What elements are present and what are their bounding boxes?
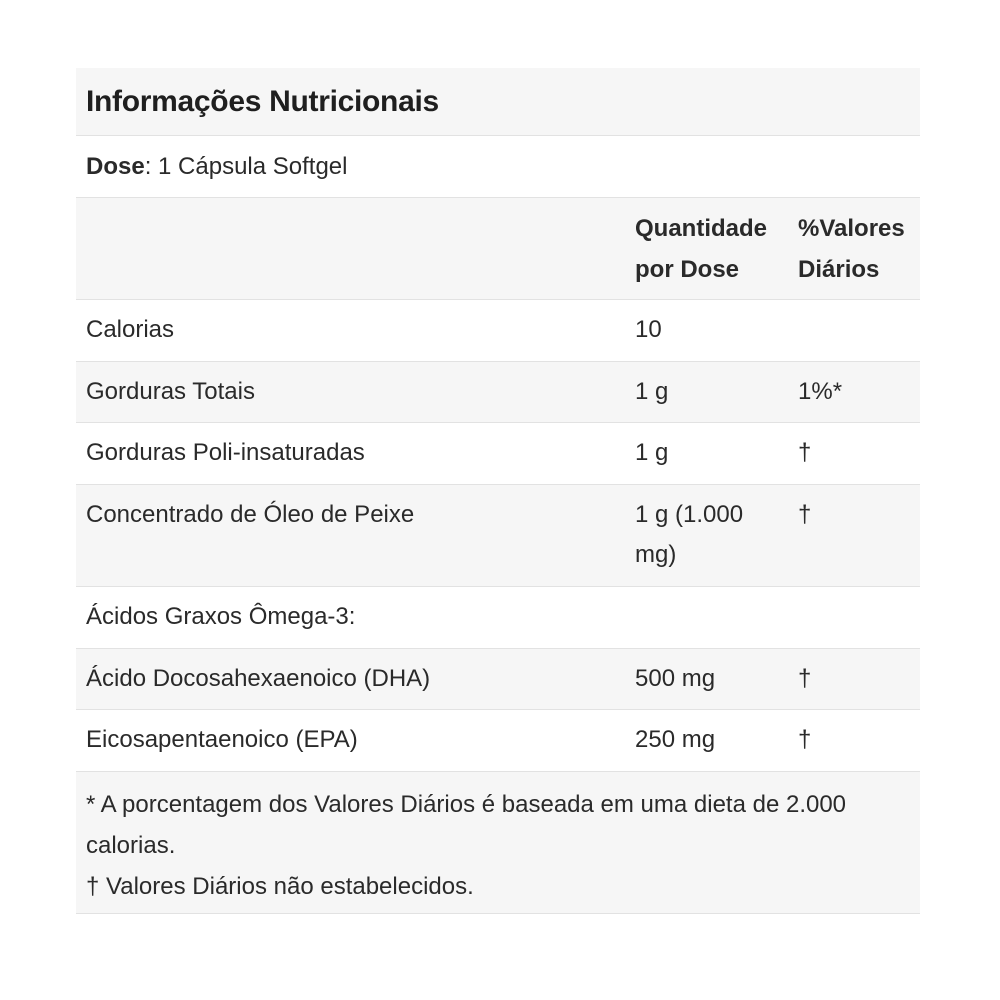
nutrient-quantity: 1 g	[635, 439, 669, 466]
nutrient-daily-value: †	[798, 726, 812, 753]
nutrient-daily-value: †	[798, 439, 812, 466]
nutrient-name: Calorias	[86, 316, 175, 343]
table-row	[76, 710, 920, 772]
table-footnotes	[76, 772, 920, 914]
column-header-quantity: Quantidade por Dose	[635, 215, 768, 283]
nutrient-daily-value: †	[798, 665, 812, 692]
page-title: Informações Nutricionais	[86, 84, 439, 118]
nutrient-name: Ácidos Graxos Ômega-3:	[86, 603, 356, 630]
nutrient-quantity: 1 g	[635, 378, 669, 405]
footnote-dagger: † Valores Diários não estabelecidos.	[86, 873, 474, 900]
nutrient-quantity: 10	[635, 316, 662, 343]
nutrition-facts-table	[76, 68, 920, 914]
footnote-asterisk: * A porcentagem dos Valores Diários é baseada em uma dieta de 2.000 calorias.	[86, 791, 847, 859]
table-row	[76, 587, 920, 649]
nutrient-name: Eicosapentaenoico (EPA)	[86, 726, 358, 753]
column-header-row	[76, 198, 920, 300]
dose-label: Dose	[86, 152, 145, 180]
nutrient-quantity: 500 mg	[635, 665, 716, 692]
table-row	[76, 300, 920, 362]
table-row	[76, 362, 920, 423]
table-row	[76, 649, 920, 710]
nutrient-daily-value: †	[798, 501, 812, 528]
nutrient-name: Ácido Docosahexaenoico (DHA)	[86, 665, 431, 692]
nutrient-name: Gorduras Totais	[86, 378, 255, 405]
dose-row	[76, 136, 920, 198]
nutrient-name: Gorduras Poli-insaturadas	[86, 439, 365, 466]
nutrient-name: Concentrado de Óleo de Peixe	[86, 501, 415, 528]
table-row	[76, 485, 920, 587]
column-header-daily-value: %Valores Diários	[798, 215, 905, 283]
nutrient-daily-value: 1%*	[798, 378, 843, 405]
dose-value: : 1 Cápsula Softgel	[144, 152, 348, 180]
table-title-row	[76, 68, 920, 136]
nutrient-quantity: 1 g (1.000 mg)	[635, 501, 744, 568]
table-row	[76, 423, 920, 485]
nutrient-quantity: 250 mg	[635, 726, 716, 753]
